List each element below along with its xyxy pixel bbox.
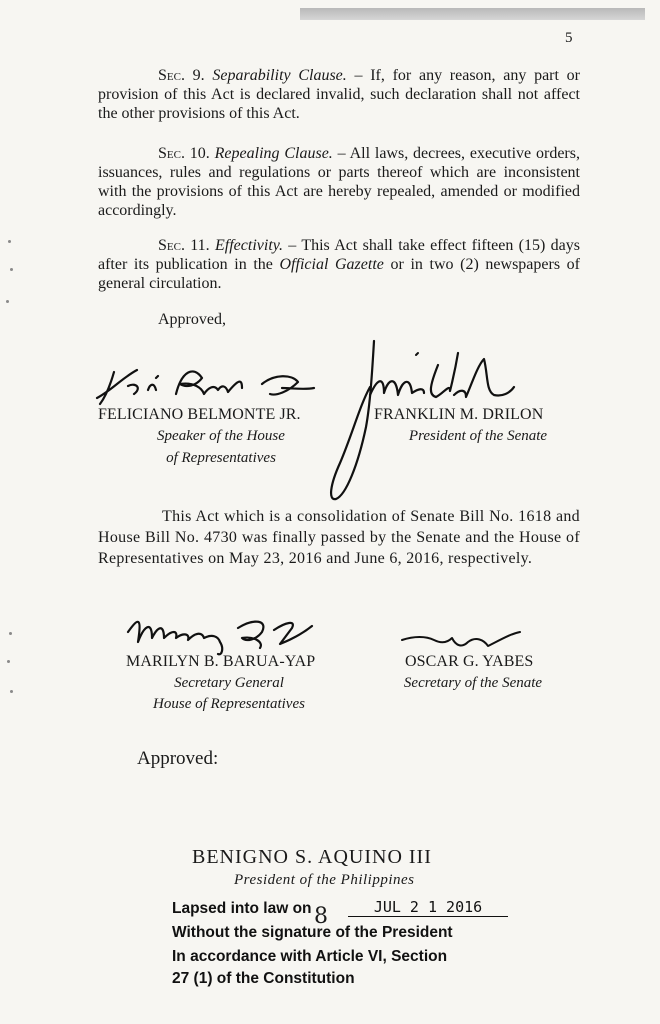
section-heading: Effectivity. <box>215 237 283 254</box>
page-number: 5 <box>565 30 573 46</box>
barua-yap-title-2: House of Representatives <box>153 696 305 712</box>
section-text: or in two (2) newspapers of general circulation. <box>98 256 581 292</box>
stamp-prefix: Lapsed into law on <box>172 900 312 917</box>
approved-colon-label: Approved: <box>137 748 219 769</box>
section-heading: Separability Clause. <box>212 67 347 84</box>
drilon-name: FRANKLIN M. DRILON <box>374 406 544 423</box>
belmonte-name: FELICIANO BELMONTE JR. <box>98 406 301 423</box>
official-gazette: Official Gazette <box>279 256 384 273</box>
yabes-title: Secretary of the Senate <box>403 675 543 691</box>
barua-yap-name: MARILYN B. BARUA-YAP <box>126 653 316 670</box>
section-heading: Repealing Clause. <box>214 145 333 162</box>
stamp-line-4 <box>172 970 355 988</box>
scan-edge <box>300 8 645 20</box>
section-10 <box>98 144 580 220</box>
section-label: Sec. 11. <box>158 237 210 254</box>
yabes-signature <box>396 626 526 656</box>
belmonte-title-2: of Representatives <box>166 450 276 466</box>
belmonte-title-1: Speaker of the House <box>157 428 285 444</box>
barua-yap-title-1: Secretary General <box>174 675 284 691</box>
section-text: – All laws, decrees, executive orders, issuances, rules and regulations or parts thereof which are inconsistent with the provisions of this Act are hereby repealed, amended or modified accordingly. <box>98 145 580 219</box>
belmonte-signature <box>92 360 322 410</box>
section-text: – If, for any reason, any part or provision of this Act is declared invalid, such declaration shall not affect the other provisions of this Act. <box>98 67 580 122</box>
stamp-handwritten-number: 8 <box>314 904 328 929</box>
scan-speck <box>10 690 13 693</box>
approved-label: Approved, <box>158 311 226 328</box>
stamp-line-4-text: 27 (1) of the Constitution <box>172 970 355 987</box>
stamp-line-3 <box>172 948 447 966</box>
stamp-line-3-text: In accordance with Article VI, Section <box>172 948 448 965</box>
stamp-line-1 <box>172 900 312 918</box>
stamp-date: JUL 2 1 2016 <box>348 898 508 917</box>
section-text: – This Act shall take effect fifteen (15) days after its publication in the <box>98 237 580 273</box>
barua-yap-signature <box>124 608 324 658</box>
scan-speck <box>10 268 13 271</box>
section-11 <box>98 236 580 293</box>
section-label: Sec. 9. <box>158 67 205 84</box>
scan-speck <box>7 660 10 663</box>
president-name: BENIGNO S. AQUINO III <box>192 846 432 868</box>
section-9 <box>98 66 580 123</box>
president-title: President of the Philippines <box>234 872 415 888</box>
yabes-name: OSCAR G. YABES <box>405 653 534 670</box>
drilon-title: President of the Senate <box>408 428 548 444</box>
stamp-line-2 <box>172 924 453 942</box>
scan-speck <box>9 632 12 635</box>
scan-speck <box>6 300 9 303</box>
section-label: Sec. 10. <box>158 145 210 162</box>
stamp-line-2-text: Without the signature of the President <box>172 924 453 941</box>
scan-speck <box>8 240 11 243</box>
consolidation-text: This Act which is a consolidation of Senate Bill No. 1618 and House Bill No. 4730 was finally passed by the Senate and the House of Representatives on May 23, 2016 and June 6, 2016, respectively. <box>98 508 580 567</box>
